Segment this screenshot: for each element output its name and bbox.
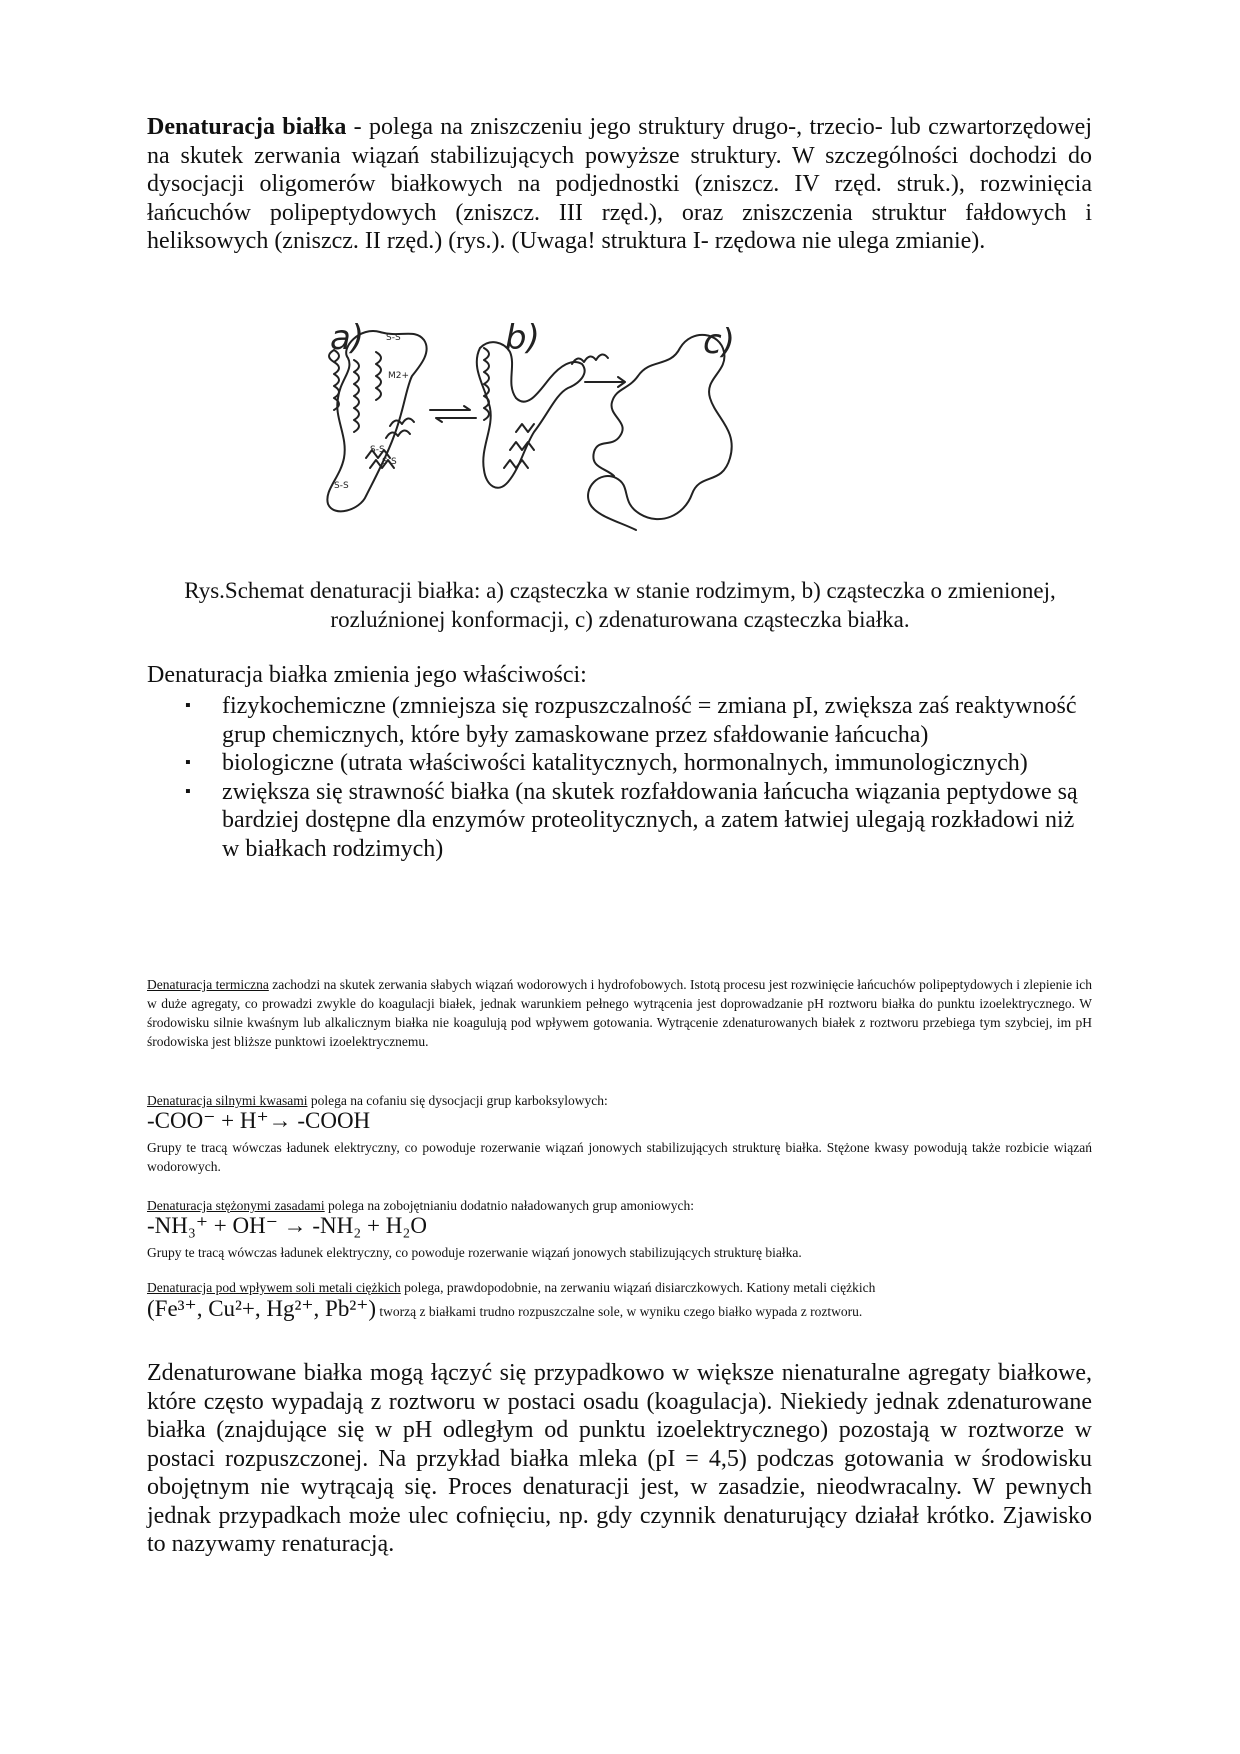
bullet-icon: ▪ [185, 754, 191, 771]
metals-text: polega, prawdopodobnie, na zerwaniu wiązań disiarczkowych. Kationy metali ciężkich [400, 1280, 876, 1295]
thermal-paragraph [147, 975, 1092, 1051]
bases-term: Denaturacja stężonymi zasadami [147, 1198, 325, 1213]
figure-label-b: b) [505, 318, 540, 358]
loosened-protein-outline [477, 342, 585, 488]
metal-ions: (Fe³⁺, Cu²+, Hg²⁺, Pb²⁺) [147, 1296, 377, 1321]
disulfide-annotation: S-S [386, 333, 401, 343]
list-item-text: biologiczne (utrata właściwości katalitycznych, hormonalnych, immunologicznych) [222, 750, 1028, 776]
disulfide-annotation: S-S [382, 457, 397, 467]
metals-paragraph [147, 1278, 1092, 1297]
bases-text: polega na zobojętnianiu dodatnio naładowanych grup amoniowych: [324, 1198, 694, 1213]
list-item-text: fizykochemiczne (zmniejsza się rozpuszczalność = zmiana pI, zwiększa zaś reaktywność grup chemicznych, które były zamaskowane przez sfałdowanie łańcucha) [222, 693, 1077, 748]
disulfide-annotation: S-S [334, 481, 349, 491]
figure-caption: Rys.Schemat denaturacji białka: a) cząsteczka w stanie rodzimym, b) cząsteczka o zmienionej, rozluźnionej konformacji, c) zdenaturowana cząsteczka białka. [184, 578, 1056, 632]
disulfide-annotation: S-S [370, 445, 385, 455]
bullet-icon: ▪ [185, 697, 191, 714]
intro-paragraph [147, 113, 1092, 256]
intro-title: Denaturacja białka [147, 114, 347, 140]
thermal-text: zachodzi na skutek zerwania słabych wiązań wodorowych i hydrofobowych. Istotą procesu jest rozwinięcie łańcuchów polipeptydowych i zlepienie ich w duże agregaty, co prowadzi zwykle do koagulacji białek, jednak warunkiem pełnego wytrącenia jest doprowadzanie pH roztworu białka do punktu izoelektrycznego. W środowisku silnie kwaśnym lub alkalicznym białka nie koagulują pod wpływem gotowania. Wytrącenie zdenaturowanych białek z roztworu przebiega tym szybciej, im pH środowiska jest bliższe punktowi izoelektrycznemu. [147, 977, 1093, 1049]
outro-paragraph: Zdenaturowane białka mogą łączyć się przypadkowo w większe nienaturalne agregaty białkowe, które często wypadają z roztworu w postaci osadu (koagulacja). Niekiedy jednak zdenaturowane białka (znajdujące się w pH odległym od punktu izoelektrycznego) pozostają w roztworze w postaci rozpuszczonej. Na przykład białka mleka (pI = 4,5) podczas gotowania w środowisku obojętnym nie wytrącają się. Proces denaturacji jest, w zasadzie, nieodwracalny. W pewnych jednak przypadkach może ulec cofnięciu, np. gdy czynnik denaturujący działał krótko. Zjawisko to nazywamy renaturacją. [147, 1360, 1092, 1557]
metals-note: tworzą z białkami trudno rozpuszczalne sole, w wyniku czego białko wypada z roztworu. [376, 1304, 863, 1319]
metals-term: Denaturacja pod wpływem soli metali ciężkich [147, 1280, 401, 1295]
list-item-text: zwiększa się strawność białka (na skutek rozfałdowania łańcucha wiązania peptydowe są bardziej dostępne dla enzymów proteolitycznych, a zatem łatwiej ulegają rozkładowi niż w białkach rodzimych) [222, 778, 1078, 862]
helix-b1 [484, 348, 489, 420]
acids-note: Grupy te tracą wówczas ładunek elektryczny, co powoduje rozerwanie wiązań jonowych stabilizujących strukturę białka. Stężone kwasy powodują także rozbicie wiązań wodorowych. [147, 1140, 1092, 1174]
figure-label-c: c) [703, 322, 735, 362]
figure-label-a: a) [330, 318, 365, 358]
bases-note: Grupy te tracą wówczas ładunek elektryczny, co powoduje rozerwanie wiązań jonowych stabilizujących strukturę białka. [147, 1245, 802, 1260]
equilibrium-arrows [430, 406, 476, 422]
helix-a2 [354, 360, 359, 432]
helix-a1 [329, 350, 339, 410]
list-item [185, 778, 1085, 864]
bullet-icon: ▪ [185, 782, 191, 800]
acids-text: polega na cofaniu się dysocjacji grup karboksylowych: [307, 1093, 608, 1108]
properties-heading: Denaturacja białka zmienia jego właściwości: [147, 662, 587, 688]
list-item [185, 749, 1085, 778]
forward-arrow [585, 377, 625, 387]
list-item [185, 692, 1085, 749]
random-coil [588, 335, 732, 530]
metals-ions-line [147, 1296, 862, 1322]
properties-list [185, 692, 1085, 863]
acids-term: Denaturacja silnymi kwasami [147, 1093, 308, 1108]
bases-equation: -NH₃⁺ + OH⁻ → -NH₂ + H₂O [147, 1213, 427, 1238]
metal-ion-annotation: M2+ [388, 371, 410, 381]
acids-equation: -COO⁻ + H⁺→ -COOH [147, 1108, 371, 1133]
intro-text: - polega na zniszczeniu jego struktury drugo-, trzecio- lub czwartorzędowej na skutek zerwania wiązań stabilizujących powyższe struktury. W szczególności dochodzi do dysocjacji oligomerów białkowych na podjednostki (zniszcz. IV rzęd. struk.), rozwinięcia łańcuchów polipeptydowych (zniszcz. III rzęd.), oraz zniszczenia struktur fałdowych i heliksowych (zniszcz. II rzęd.) (rys.). (Uwaga! struktura I- rzędowa nie ulega zmianie). [147, 114, 1093, 254]
thermal-term: Denaturacja termiczna [147, 977, 269, 992]
helix-a3 [376, 352, 381, 400]
